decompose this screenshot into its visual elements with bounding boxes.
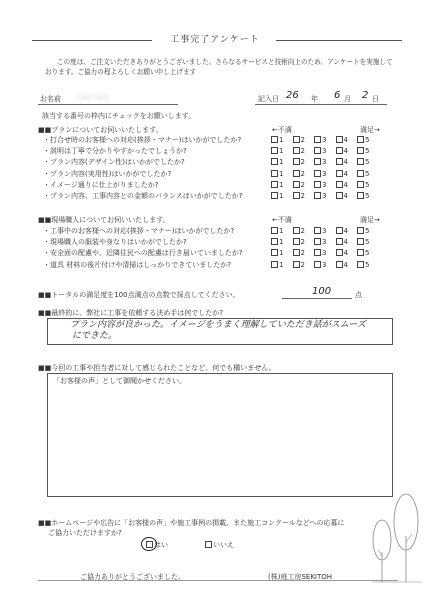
- checkbox-icon[interactable]: [336, 227, 343, 234]
- rating-number: 2: [300, 260, 305, 269]
- checkbox-icon[interactable]: [271, 158, 278, 165]
- scale-left-label: ←不満: [272, 216, 292, 224]
- checkbox-icon[interactable]: [314, 147, 321, 154]
- checkbox-icon[interactable]: [314, 227, 321, 234]
- rating-option-1[interactable]: [271, 170, 283, 179]
- checkbox-icon[interactable]: [314, 158, 321, 165]
- rating-option-2[interactable]: [293, 170, 305, 179]
- rating-number: 5: [365, 147, 370, 156]
- yes-label: はい: [154, 541, 168, 549]
- rating-number: 1: [279, 260, 284, 269]
- rating-number: 2: [300, 147, 305, 156]
- rating-number: 3: [322, 158, 327, 167]
- checkbox-icon[interactable]: [357, 249, 364, 256]
- rating-option-5[interactable]: [357, 170, 369, 179]
- homepage-permission-question: ご協力いただけますか?: [48, 529, 122, 537]
- rating-option-1[interactable]: [271, 147, 283, 156]
- rating-option-4[interactable]: [336, 261, 348, 270]
- rating-number: 1: [279, 158, 284, 167]
- checkbox-icon[interactable]: [357, 136, 364, 143]
- rating-option-3[interactable]: [314, 170, 326, 179]
- question-label: ・プラン内容(実用性)はいかがでしたか?: [43, 169, 172, 178]
- rating-option-5[interactable]: [357, 238, 369, 247]
- rating-option-1[interactable]: [271, 227, 283, 236]
- question-label: ・道具 材料の後片付けや清掃はしっかりできていましたか?: [43, 260, 231, 269]
- rating-option-3[interactable]: [314, 158, 326, 167]
- checkbox-icon[interactable]: [271, 261, 278, 268]
- rating-option-3[interactable]: [314, 192, 326, 201]
- rating-option-5[interactable]: [357, 249, 369, 258]
- rating-number: 3: [322, 136, 327, 144]
- rating-number: 4: [343, 260, 348, 269]
- feedback-label: ■■今回の工事や担当者に対して感じられたことなど、何でも構いません。: [38, 364, 276, 372]
- deciding-factor-answer-1: プラン内容が良かった。イメージをうまく理解していただき話がスムーズ: [70, 320, 366, 330]
- rating-number: 1: [279, 147, 284, 156]
- checkbox-icon[interactable]: [357, 192, 364, 199]
- title-rule-right: [276, 40, 402, 41]
- rating-option-4[interactable]: [336, 158, 348, 167]
- checkbox-icon[interactable]: [293, 147, 300, 154]
- rating-number: 5: [365, 136, 370, 144]
- rating-option-2[interactable]: [293, 249, 305, 258]
- question-label: ・プラン内容、工事内容との金額のバランスはいかがでしたか?: [43, 192, 243, 200]
- feedback-box-label: 「お客様の声」として御聞かせください。: [53, 377, 186, 385]
- name-value: ○○ ○○: [78, 92, 109, 101]
- rating-number: 2: [300, 158, 305, 167]
- rating-number: 5: [365, 180, 370, 189]
- rating-number: 5: [365, 238, 370, 247]
- rating-option-5[interactable]: [357, 147, 369, 156]
- rating-option-4[interactable]: [336, 147, 348, 156]
- rating-number: 4: [343, 238, 348, 247]
- rating-number: 1: [279, 136, 284, 144]
- rating-number: 5: [365, 192, 370, 200]
- rating-number: 1: [279, 169, 284, 178]
- rating-option-3[interactable]: [314, 136, 326, 145]
- rating-option-5[interactable]: [357, 192, 369, 201]
- rating-option-2[interactable]: [293, 227, 305, 236]
- checkbox-icon[interactable]: [314, 170, 321, 177]
- checkbox-icon[interactable]: [271, 192, 278, 199]
- date-month-value[interactable]: 6: [334, 90, 341, 101]
- rating-option-4[interactable]: [336, 192, 348, 201]
- rating-number: 1: [279, 249, 284, 258]
- checkbox-icon[interactable]: [271, 136, 278, 143]
- rating-option-2[interactable]: [293, 181, 305, 190]
- rating-option-1[interactable]: [271, 249, 283, 258]
- rating-option-3[interactable]: [314, 181, 326, 190]
- rating-number: 4: [343, 158, 348, 167]
- feedback-box[interactable]: [47, 373, 393, 497]
- rating-option-2[interactable]: [293, 192, 305, 201]
- checkbox-icon[interactable]: [293, 192, 300, 199]
- checkbox-icon[interactable]: [357, 181, 364, 188]
- question-label: ・工事中のお客様への対応(挨拶・マナー)はいかがでしたか?: [43, 227, 235, 235]
- date-day-unit: 日: [372, 95, 379, 103]
- checkbox-icon[interactable]: [293, 170, 300, 177]
- checkbox-icon[interactable]: [205, 541, 212, 548]
- checkbox-icon[interactable]: [357, 227, 364, 234]
- checkbox-icon[interactable]: [293, 238, 300, 245]
- checkbox-icon[interactable]: [293, 227, 300, 234]
- question-label: ・安全面の配慮や、近隣住民への配慮は行き届いていましたか?: [43, 249, 243, 258]
- rating-number: 3: [322, 249, 327, 258]
- rating-option-1[interactable]: [271, 192, 283, 201]
- rating-number: 2: [300, 192, 305, 200]
- page-title: 工事完了アンケート: [170, 35, 260, 45]
- checkbox-icon[interactable]: [336, 170, 343, 177]
- rating-number: 2: [300, 238, 305, 247]
- rating-option-2[interactable]: [293, 238, 305, 247]
- rating-number: 4: [343, 249, 348, 258]
- rating-number: 3: [322, 260, 327, 269]
- rating-option-1[interactable]: [271, 136, 283, 145]
- checkbox-icon[interactable]: [293, 136, 300, 143]
- checkbox-icon[interactable]: [271, 181, 278, 188]
- name-underline: [38, 104, 178, 105]
- rating-option-1[interactable]: [271, 238, 283, 247]
- checkbox-icon[interactable]: [293, 181, 300, 188]
- section-staff-heading: ■■現場職人についてお伺いいたします。: [38, 216, 170, 224]
- rating-option-5[interactable]: [357, 261, 369, 270]
- rating-option-2[interactable]: [293, 158, 305, 167]
- name-label: お名前: [40, 95, 61, 103]
- checkbox-icon[interactable]: [271, 170, 278, 177]
- checkbox-icon[interactable]: [336, 136, 343, 143]
- company-name: (株)庭工房SEKITOH: [268, 573, 333, 581]
- rating-number: 1: [279, 227, 284, 235]
- rating-option-3[interactable]: [314, 147, 326, 156]
- checkbox-icon[interactable]: [336, 249, 343, 256]
- checkbox-icon[interactable]: [357, 238, 364, 245]
- date-year-value[interactable]: 26: [286, 90, 299, 101]
- rating-option-2[interactable]: [293, 261, 305, 270]
- deciding-factor-answer-2: にできた。: [72, 331, 118, 341]
- checkbox-icon[interactable]: [293, 249, 300, 256]
- checkbox-icon[interactable]: [293, 158, 300, 165]
- checkbox-icon[interactable]: [336, 261, 343, 268]
- tree-illustration: [368, 486, 424, 586]
- total-score-value[interactable]: 100: [312, 286, 332, 297]
- rating-number: 2: [300, 180, 305, 189]
- rating-option-4[interactable]: [336, 170, 348, 179]
- rating-option-3[interactable]: [314, 261, 326, 270]
- homepage-permission-label: ■■ホームページや広告に「お客様の声」や施工事例の掲載、また施工コンクールなどへの応募に: [38, 519, 345, 527]
- rating-number: 3: [322, 169, 327, 178]
- rating-option-1[interactable]: [271, 181, 283, 190]
- checkbox-icon[interactable]: [271, 147, 278, 154]
- rating-number: 5: [365, 158, 370, 167]
- rating-option-4[interactable]: [336, 238, 348, 247]
- rating-number: 1: [279, 192, 284, 200]
- question-label: ・プラン内容(デザイン性)はいかがでしたか?: [43, 158, 185, 167]
- rating-option-5[interactable]: [357, 158, 369, 167]
- scale-right-label: 満足→: [360, 126, 380, 134]
- no-option[interactable]: [205, 541, 234, 550]
- question-label: ・説明は丁寧で分かりやすかったでしょうか?: [43, 147, 187, 156]
- section-plan-heading: ■■プランについてお伺いいたします。: [38, 126, 163, 134]
- rating-number: 5: [365, 249, 370, 258]
- rating-number: 5: [365, 227, 370, 235]
- date-day-value[interactable]: 2: [362, 90, 369, 101]
- rating-number: 3: [322, 192, 327, 200]
- date-month-unit: 月: [344, 95, 351, 103]
- rating-option-1[interactable]: [271, 158, 283, 167]
- no-label: いいえ: [213, 541, 234, 549]
- checkbox-icon[interactable]: [314, 249, 321, 256]
- total-score-unit: 点: [355, 291, 362, 299]
- question-label: ・打合せ時のお客様への対応(挨拶・マナー)はいかがでしたか?: [43, 136, 242, 144]
- rating-number: 4: [343, 192, 348, 200]
- checkbox-icon[interactable]: [271, 238, 278, 245]
- footer-thanks: ご協力ありがとうございました。: [80, 573, 185, 581]
- rating-number: 2: [300, 169, 305, 178]
- date-underline: [255, 104, 387, 105]
- rating-option-4[interactable]: [336, 136, 348, 145]
- rating-number: 2: [300, 249, 305, 258]
- checkbox-icon[interactable]: [314, 261, 321, 268]
- rating-number: 5: [365, 260, 370, 269]
- rating-option-5[interactable]: [357, 227, 369, 236]
- checkbox-icon[interactable]: [271, 249, 278, 256]
- rating-option-4[interactable]: [336, 249, 348, 258]
- date-label: 記入日: [258, 95, 279, 103]
- rating-number: 3: [322, 227, 327, 235]
- checkbox-icon[interactable]: [336, 147, 343, 154]
- rating-option-5[interactable]: [357, 136, 369, 145]
- date-year-unit: 年: [311, 95, 318, 103]
- yes-circle-mark: [141, 537, 157, 551]
- total-score-label: ■■トータルの満足度を100点満点の点数で採点してください。: [38, 291, 240, 299]
- rating-option-5[interactable]: [357, 181, 369, 190]
- checkbox-icon[interactable]: [314, 192, 321, 199]
- intro-text-1: この度は、ご注文いただきありがとうございました。さらなるサービスと技術向上のため、アンケートを実施して: [57, 58, 393, 66]
- checkbox-icon[interactable]: [336, 181, 343, 188]
- rating-number: 1: [279, 238, 284, 247]
- rating-number: 2: [300, 227, 305, 235]
- rating-option-3[interactable]: [314, 238, 326, 247]
- rating-number: 5: [365, 169, 370, 178]
- checkbox-icon[interactable]: [336, 192, 343, 199]
- rating-option-3[interactable]: [314, 227, 326, 236]
- rating-number: 3: [322, 238, 327, 247]
- question-label: ・イメージ通りに仕上がりましたか?: [43, 180, 159, 189]
- checkbox-icon[interactable]: [357, 170, 364, 177]
- checkbox-icon[interactable]: [357, 147, 364, 154]
- rating-number: 4: [343, 147, 348, 156]
- question-label: ・現場職人の服装や身なりはいかがでしたか?: [43, 238, 187, 247]
- rating-number: 3: [322, 147, 327, 156]
- rating-number: 4: [343, 180, 348, 189]
- rating-option-2[interactable]: [293, 136, 305, 145]
- checkbox-icon[interactable]: [314, 136, 321, 143]
- intro-text-2: おります。ご協力の程よろしくお願い申し上げます: [45, 68, 197, 76]
- checkbox-icon[interactable]: [357, 158, 364, 165]
- checkbox-icon[interactable]: [314, 181, 321, 188]
- rating-number: 4: [343, 169, 348, 178]
- checkbox-icon[interactable]: [293, 261, 300, 268]
- scale-left-label: ←不満: [272, 126, 292, 134]
- rating-number: 1: [279, 180, 284, 189]
- rating-option-4[interactable]: [336, 227, 348, 236]
- rating-number: 3: [322, 180, 327, 189]
- instruction-text: 該当する番号の枠内にチェックをお願いします。: [42, 112, 196, 120]
- checkbox-icon[interactable]: [357, 261, 364, 268]
- rating-option-3[interactable]: [314, 249, 326, 258]
- rating-option-1[interactable]: [271, 261, 283, 270]
- checkbox-icon[interactable]: [314, 238, 321, 245]
- scale-right-label: 満足→: [360, 216, 380, 224]
- rating-number: 4: [343, 227, 348, 235]
- rating-number: 4: [343, 136, 348, 144]
- checkbox-icon[interactable]: [336, 238, 343, 245]
- total-score-underline: [282, 298, 352, 299]
- rating-option-4[interactable]: [336, 181, 348, 190]
- checkbox-icon[interactable]: [336, 158, 343, 165]
- checkbox-icon[interactable]: [271, 227, 278, 234]
- rating-number: 2: [300, 136, 305, 144]
- deciding-factor-label: ■■最終的に、弊社に工事を依頼する決め手は何でしたか?: [38, 309, 223, 317]
- rating-option-2[interactable]: [293, 147, 305, 156]
